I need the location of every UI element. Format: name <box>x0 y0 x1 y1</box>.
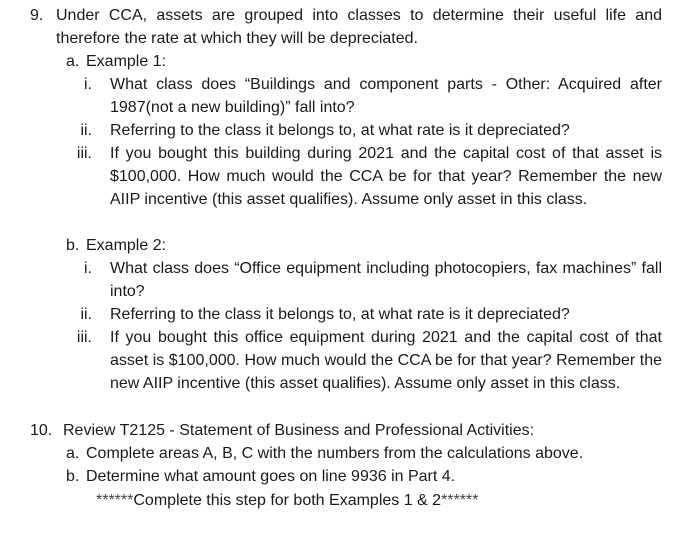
note-stars-suffix: ****** <box>441 492 479 509</box>
note-line <box>96 489 478 512</box>
item-text: Determine what amount goes on line 9936 in Part 4. <box>86 468 456 485</box>
item-text: If you bought this office equipment during 2021 and the capital cost of that asset is $100,000. How much would the CCA be for that year? Remember the new AIIP incentive (this asset qualifies). Assume only asset in this class. <box>110 329 662 392</box>
list-marker: i. <box>84 260 92 277</box>
list-marker: a. <box>66 53 80 70</box>
question-number: 10. <box>30 422 53 439</box>
item-text: What class does “Buildings and component parts - Other: Acquired after 1987(not a new building)” fall into? <box>110 76 662 116</box>
note-text: Complete this step for both Examples 1 & 2 <box>133 492 442 509</box>
example-label: Example 2: <box>86 237 167 254</box>
list-marker: ii. <box>80 122 92 139</box>
item-text: Complete areas A, B, C with the numbers from the calculations above. <box>86 445 584 462</box>
list-marker: iii. <box>76 145 92 162</box>
question-text: Review T2125 - Statement of Business and Professional Activities: <box>63 422 535 439</box>
item-text: What class does “Office equipment including photocopiers, fax machines” fall into? <box>110 260 662 300</box>
item-text: If you bought this building during 2021 and the capital cost of that asset is $100,000. How much would the CCA be for that year? Remember the new AIIP incentive (this asset qualifies). Assume only asset in this class. <box>110 145 662 208</box>
item-text: Referring to the class it belongs to, at what rate is it depreciated? <box>110 306 570 323</box>
example-label: Example 1: <box>86 53 167 70</box>
question-text: Under CCA, assets are grouped into classes to determine their useful life and therefore the rate at which they will be depreciated. <box>56 7 662 47</box>
list-marker: b. <box>66 468 80 485</box>
note-stars-prefix: ****** <box>96 492 134 509</box>
list-marker: b. <box>66 237 80 254</box>
item-text: Referring to the class it belongs to, at what rate is it depreciated? <box>110 122 570 139</box>
list-marker: ii. <box>80 306 92 323</box>
list-marker: i. <box>84 76 92 93</box>
question-number: 9. <box>30 7 44 24</box>
list-marker: iii. <box>76 329 92 346</box>
list-marker: a. <box>66 445 80 462</box>
